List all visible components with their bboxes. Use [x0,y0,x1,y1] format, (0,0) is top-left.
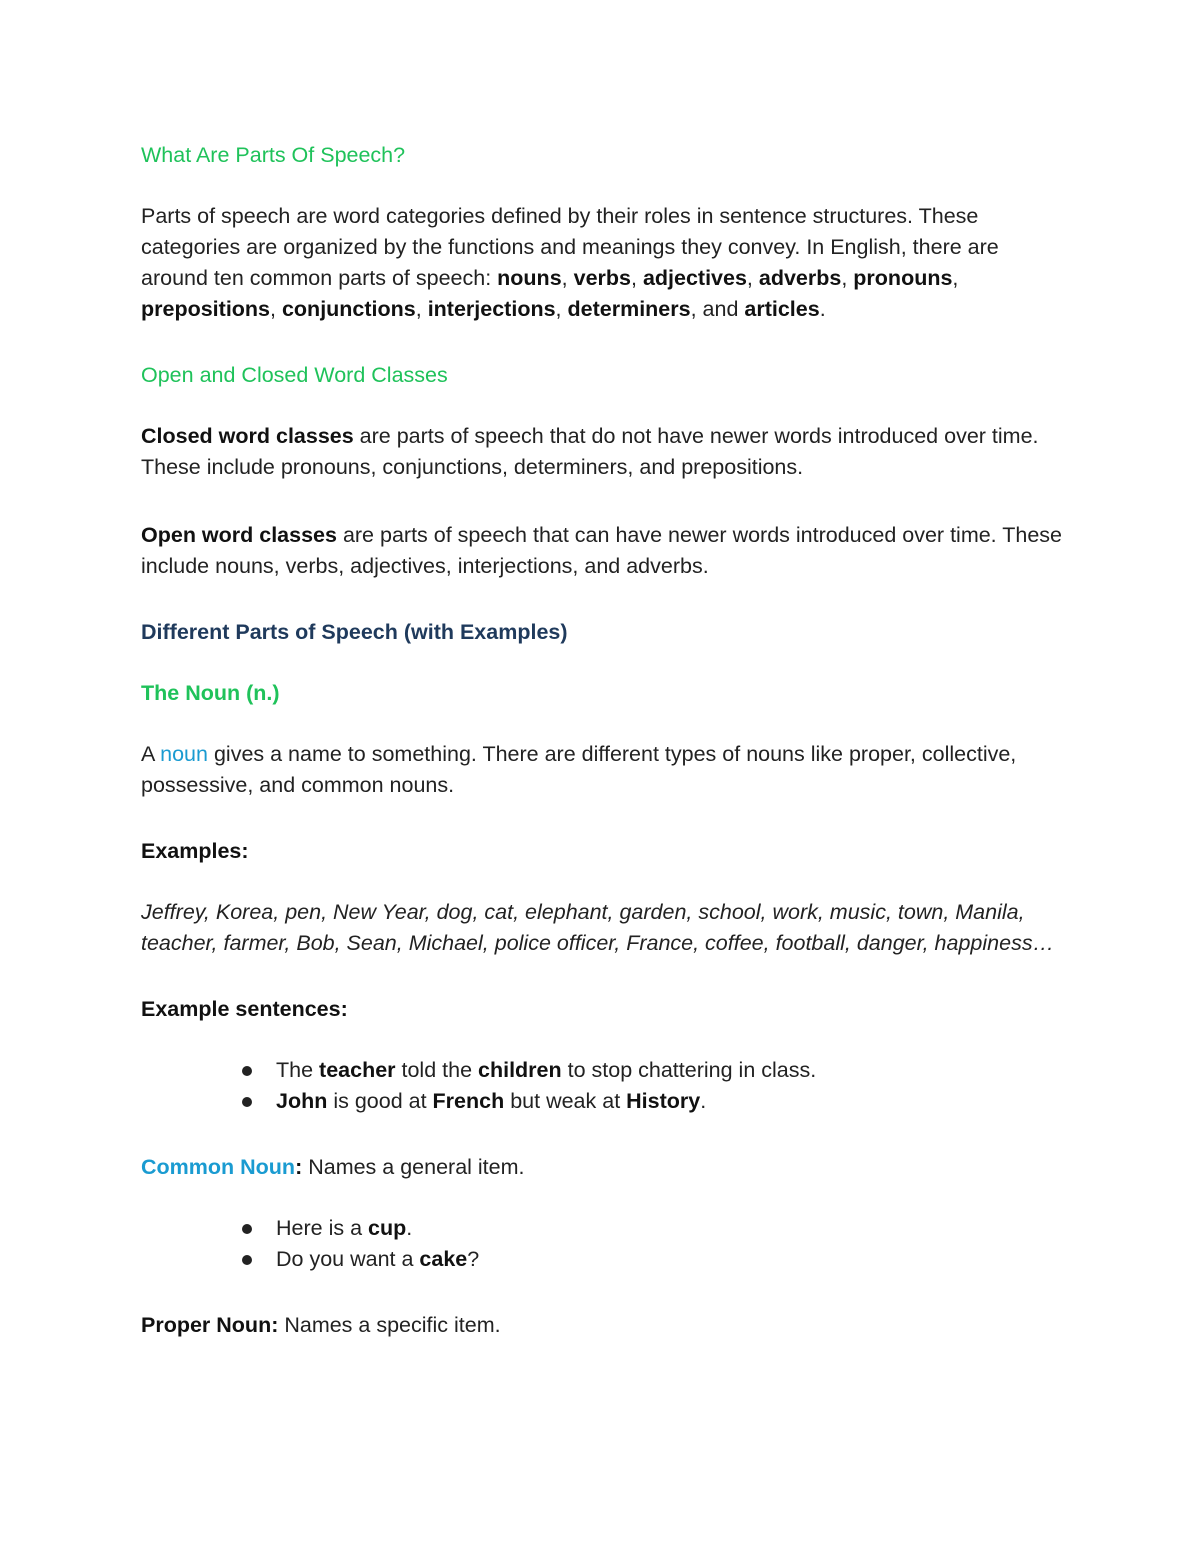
list-item [241,1244,1071,1275]
common-noun-examples [141,1213,1071,1275]
pos-interjections: interjections [427,297,556,321]
bold-word: cup [368,1216,407,1240]
heading-different-parts: Different Parts of Speech (with Examples) [141,620,568,644]
separator: , [746,266,759,290]
list-item [241,1213,1071,1244]
text: but weak at [504,1089,627,1113]
common-noun-def: Names a general item. [302,1155,525,1179]
bold-word: cake [419,1247,468,1271]
text: is good at [327,1089,433,1113]
separator: , [555,297,568,321]
text: Do you want a [276,1247,420,1271]
document-page [141,140,1071,1341]
noun-definition [141,739,1071,801]
common-noun-paragraph [141,1152,1071,1183]
pos-conjunctions: conjunctions [281,297,416,321]
examples-label: Examples: [141,839,249,863]
separator: , [415,297,428,321]
example-sentences-label: Example sentences: [141,997,348,1021]
bold-word: History [626,1089,701,1113]
text: Here is a [276,1216,369,1240]
text: told the [395,1058,479,1082]
bold-word: children [478,1058,562,1082]
open-term: Open word classes [141,523,337,547]
bold-word: French [432,1089,505,1113]
heading-the-noun: The Noun (n.) [141,681,280,705]
pos-determiners: determiners [567,297,691,321]
pos-adverbs: adverbs [758,266,842,290]
closed-paragraph [141,421,1071,483]
closed-text: are parts of speech that do not have newer words introduced over time. These include pronouns, conjunctions, determiners, and prepositions. [141,424,1039,479]
pos-articles: articles [744,297,820,321]
pos-verbs: verbs [573,266,631,290]
closed-term: Closed word classes [141,424,354,448]
examples-heading [141,836,1071,867]
noun-def-pre: A [141,742,161,766]
list-item [241,1086,1071,1117]
noun-link[interactable]: noun [160,742,208,766]
open-paragraph [141,520,1071,582]
text: to stop chattering in class. [561,1058,817,1082]
text: The [276,1058,320,1082]
separator: , [561,266,574,290]
period: . [819,297,826,321]
separator: , [630,266,643,290]
list-item [241,1055,1071,1086]
example-sentences-list [141,1055,1071,1117]
examples-list [141,897,1071,959]
intro-text: Parts of speech are word categories defined by their roles in sentence structures. These categories are organized by the functions and meanings they convey. In English, there are around ten common parts of speech: [141,204,999,290]
examples-text: Jeffrey, Korea, pen, New Year, dog, cat, elephant, garden, school, work, music, town, Manila, teacher, farmer, Bob, Sean, Michael, police officer, France, coffee, football, danger, happiness… [141,900,1055,955]
common-noun-term[interactable]: Common Noun [141,1155,296,1179]
pos-nouns: nouns [497,266,562,290]
proper-noun-paragraph [141,1310,1071,1341]
pos-pronouns: pronouns [853,266,953,290]
example-sentences-heading [141,994,1071,1025]
colon: : [295,1155,303,1179]
proper-noun-def: Names a specific item. [278,1313,501,1337]
separator: , [841,266,854,290]
separator: , [952,266,959,290]
text: . [700,1089,707,1113]
text: . [406,1216,413,1240]
pos-prepositions: prepositions [141,297,271,321]
bold-word: teacher [319,1058,396,1082]
proper-noun-term: Proper Noun: [141,1313,279,1337]
separator: , [270,297,282,321]
bold-word: John [276,1089,328,1113]
heading-what-are-parts-of-speech: What Are Parts Of Speech? [141,143,406,167]
heading-open-closed: Open and Closed Word Classes [141,363,448,387]
noun-def-post: gives a name to something. There are different types of nouns like proper, collective, possessive, and common nouns. [141,742,1017,797]
pos-adjectives: adjectives [642,266,747,290]
open-text: are parts of speech that can have newer words introduced over time. These include nouns, verbs, adjectives, interjections, and adverbs. [141,523,1062,578]
separator-and: , and [690,297,745,321]
text: ? [467,1247,480,1271]
intro-paragraph [141,201,1071,325]
